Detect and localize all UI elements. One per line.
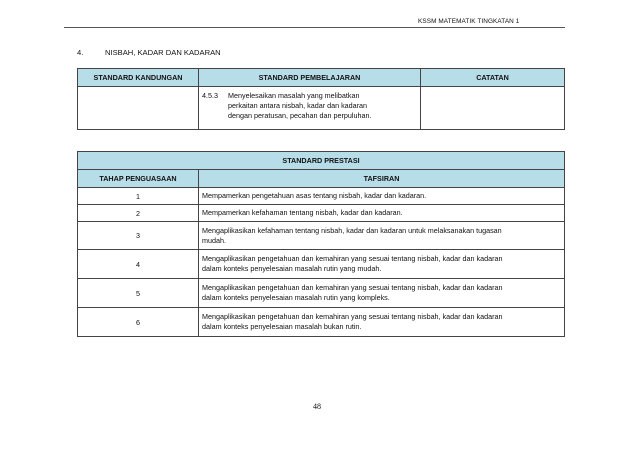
tafsiran-line: mudah. bbox=[202, 235, 226, 245]
prestasi-row bbox=[78, 222, 565, 250]
header-standard-pembelajaran: STANDARD PEMBELAJARAN bbox=[199, 69, 421, 87]
standard-kandungan-cell bbox=[78, 87, 199, 130]
tafsiran-text bbox=[199, 188, 565, 205]
prestasi-row bbox=[78, 250, 565, 279]
header-tafsiran: TAFSIRAN bbox=[199, 170, 565, 188]
tafsiran-line: Mengaplikasikan pengetahuan dan kemahiran yang sesuai tentang nisbah, kadar dan kadaran bbox=[202, 254, 503, 263]
catatan-cell bbox=[421, 87, 565, 130]
standard-pembelajaran-cell bbox=[199, 87, 421, 130]
tafsiran-line: Mempamerkan pengetahuan asas tentang nisbah, kadar dan kadaran. bbox=[202, 191, 427, 200]
standard-text-line: Menyelesaikan masalah yang melibatkan bbox=[228, 91, 360, 100]
tahap-level: 2 bbox=[78, 205, 199, 222]
tahap-level: 4 bbox=[78, 250, 199, 279]
section-title: NISBAH, KADAR DAN KADARAN bbox=[105, 48, 221, 57]
standard-text-line: perkaitan antara nisbah, kadar dan kadaran bbox=[228, 100, 368, 110]
prestasi-row bbox=[78, 308, 565, 337]
running-header: KSSM MATEMATIK TINGKATAN 1 bbox=[418, 18, 520, 25]
section-number: 4. bbox=[77, 48, 84, 57]
tahap-level: 3 bbox=[78, 222, 199, 250]
prestasi-row bbox=[78, 279, 565, 308]
standard-text bbox=[228, 91, 417, 120]
standard-code: 4.5.3 bbox=[202, 91, 218, 100]
standards-header-row bbox=[78, 69, 565, 87]
standards-row bbox=[78, 87, 565, 130]
tafsiran-line: Mempamerkan kefahaman tentang nisbah, kadar dan kadaran. bbox=[202, 208, 403, 217]
tafsiran-text bbox=[199, 205, 565, 222]
tafsiran-line: dalam konteks penyelesaian masalah rutin yang kompleks. bbox=[202, 293, 390, 302]
prestasi-table bbox=[77, 151, 565, 337]
header-standard-kandungan: STANDARD KANDUNGAN bbox=[78, 69, 199, 87]
tafsiran-text bbox=[199, 222, 565, 250]
section-heading bbox=[77, 48, 221, 57]
tafsiran-text bbox=[199, 308, 565, 337]
tafsiran-text bbox=[199, 250, 565, 279]
tahap-level: 5 bbox=[78, 279, 199, 308]
standards-table bbox=[77, 68, 565, 130]
tafsiran-line: dalam konteks penyelesaian masalah bukan rutin. bbox=[202, 322, 362, 331]
header-tahap-penguasaan: TAHAP PENGUASAAN bbox=[78, 170, 199, 188]
tafsiran-line: Mengaplikasikan pengetahuan dan kemahiran yang sesuai tentang nisbah, kadar dan kadaran bbox=[202, 283, 503, 292]
page-number: 48 bbox=[313, 402, 321, 411]
prestasi-row bbox=[78, 205, 565, 222]
standard-text-line: dengan peratusan, pecahan dan perpuluhan. bbox=[228, 110, 372, 120]
tahap-level: 1 bbox=[78, 188, 199, 205]
header-rule bbox=[64, 27, 565, 28]
prestasi-title: STANDARD PRESTASI bbox=[78, 152, 565, 170]
tafsiran-line: Mengaplikasikan pengetahuan dan kemahiran yang sesuai tentang nisbah, kadar dan kadaran bbox=[202, 312, 503, 321]
tafsiran-text bbox=[199, 279, 565, 308]
prestasi-title-row bbox=[78, 152, 565, 170]
prestasi-header-row bbox=[78, 170, 565, 188]
prestasi-row bbox=[78, 188, 565, 205]
tafsiran-line: Mengaplikasikan kefahaman tentang nisbah, kadar dan kadaran untuk melaksanakan tugasan bbox=[202, 225, 502, 235]
tafsiran-line: dalam konteks penyelesaian masalah rutin yang mudah. bbox=[202, 264, 382, 273]
tahap-level: 6 bbox=[78, 308, 199, 337]
header-catatan: CATATAN bbox=[421, 69, 565, 87]
